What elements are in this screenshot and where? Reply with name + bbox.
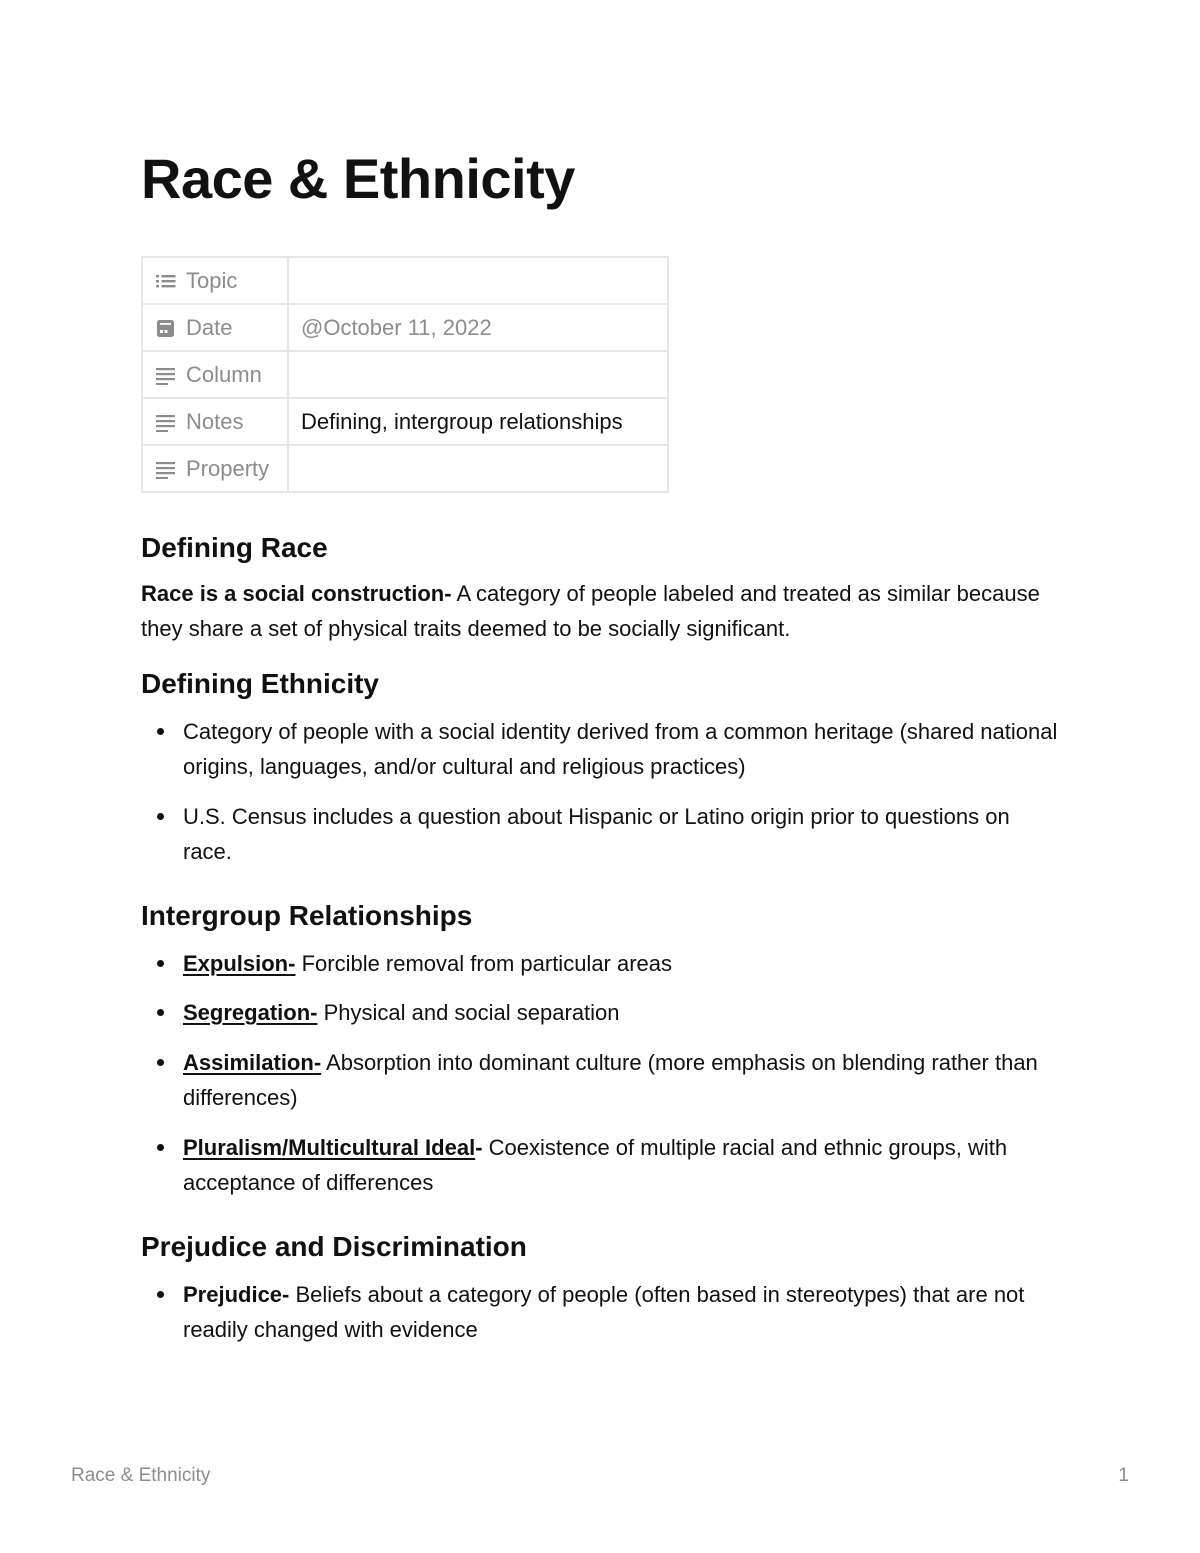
bullet-list <box>141 714 1061 869</box>
text-lines-icon <box>155 412 177 432</box>
property-key-label: Column <box>186 361 262 387</box>
bullet-icon <box>157 813 164 820</box>
property-value[interactable] <box>288 445 668 492</box>
property-key-label: Notes <box>186 408 244 434</box>
bullet-list <box>141 1277 1061 1347</box>
property-key-label: Date <box>186 314 233 340</box>
definition-text: Forcible removal from particular areas <box>295 951 673 976</box>
term-text: Expulsion <box>183 951 289 976</box>
section-heading: Defining Race <box>141 532 328 563</box>
property-key-cell <box>142 445 288 492</box>
bullet-list <box>141 946 1061 1200</box>
property-row-column <box>142 351 668 398</box>
definition-text: Absorption into dominant culture (more emphasis on blending rather than differences) <box>183 1050 1038 1110</box>
section-defining-race <box>141 528 1061 646</box>
property-key-cell <box>142 257 288 304</box>
term-dash: - <box>313 1050 322 1075</box>
property-value[interactable] <box>288 351 668 398</box>
term-dash: - <box>288 951 296 976</box>
bullet-icon <box>157 1144 164 1151</box>
bullet-icon <box>157 728 164 735</box>
list-item <box>141 1045 1061 1115</box>
section-heading: Defining Ethnicity <box>141 668 379 699</box>
bullet-icon <box>157 960 164 967</box>
list-item <box>141 1130 1061 1200</box>
property-row-notes <box>142 398 668 445</box>
list-item <box>141 714 1061 784</box>
document-body <box>141 528 1061 1347</box>
list-item-text: Category of people with a social identity derived from a common heritage (shared national origins, languages, and/or cultural and religious practices) <box>183 719 1058 779</box>
list-item-text: U.S. Census includes a question about Hispanic or Latino origin prior to questions on race. <box>183 804 1010 864</box>
term-text: Pluralism/Multicultural Ideal <box>183 1135 476 1160</box>
property-key-label: Property <box>186 455 270 481</box>
text-lines-icon <box>155 365 177 385</box>
definition-text: Coexistence of multiple racial and ethnic groups, with acceptance of differences <box>183 1135 1008 1195</box>
list-item <box>141 799 1061 869</box>
list-item <box>141 946 1061 981</box>
list-icon <box>155 271 177 291</box>
section-defining-ethnicity <box>141 664 1061 869</box>
section-intergroup-relationships <box>141 896 1061 1200</box>
calendar-icon <box>155 318 177 338</box>
property-key-cell <box>142 304 288 351</box>
race-definition <box>141 576 1061 646</box>
bold-term: Race is a social construction- <box>141 581 452 606</box>
bullet-icon <box>157 1009 164 1016</box>
property-key-label: Topic <box>186 267 238 293</box>
term-text: Segregation <box>183 1000 311 1025</box>
term-dash: - <box>475 1135 483 1160</box>
underlined-term <box>183 1050 321 1075</box>
underlined-term <box>183 1000 317 1025</box>
definition-text: Beliefs about a category of people (often based in stereotypes) that are not readily changed with evidence <box>183 1282 1025 1342</box>
section-heading: Intergroup Relationships <box>141 900 473 931</box>
bold-term: Prejudice- <box>183 1282 290 1307</box>
property-value-notes[interactable]: Defining, intergroup relationships <box>288 398 668 445</box>
section-heading: Prejudice and Discrimination <box>141 1231 527 1262</box>
page-title: Race & Ethnicity <box>141 147 575 210</box>
underlined-term <box>183 951 295 976</box>
footer-title: Race & Ethnicity <box>71 1465 211 1486</box>
bullet-icon <box>157 1059 164 1066</box>
bullet-icon <box>157 1291 164 1298</box>
list-item <box>141 1277 1061 1347</box>
definition-text: Physical and social separation <box>317 1000 620 1025</box>
page-number: 1 <box>1118 1465 1129 1486</box>
text-lines-icon <box>155 459 177 479</box>
section-prejudice-discrimination <box>141 1227 1061 1347</box>
term-text: Assimilation <box>183 1050 314 1075</box>
property-row-topic <box>142 257 668 304</box>
definition-text: A category of people labeled and treated as similar because they share a set of physical traits deemed to be socially significant. <box>141 581 1040 641</box>
properties-table <box>141 256 669 493</box>
term-dash: - <box>310 1000 318 1025</box>
property-row-date <box>142 304 668 351</box>
property-key-cell <box>142 398 288 445</box>
property-value[interactable] <box>288 257 668 304</box>
property-row-property <box>142 445 668 492</box>
property-key-cell <box>142 351 288 398</box>
list-item <box>141 995 1061 1030</box>
underlined-term <box>183 1135 475 1160</box>
property-value-date[interactable]: @October 11, 2022 <box>288 304 668 351</box>
